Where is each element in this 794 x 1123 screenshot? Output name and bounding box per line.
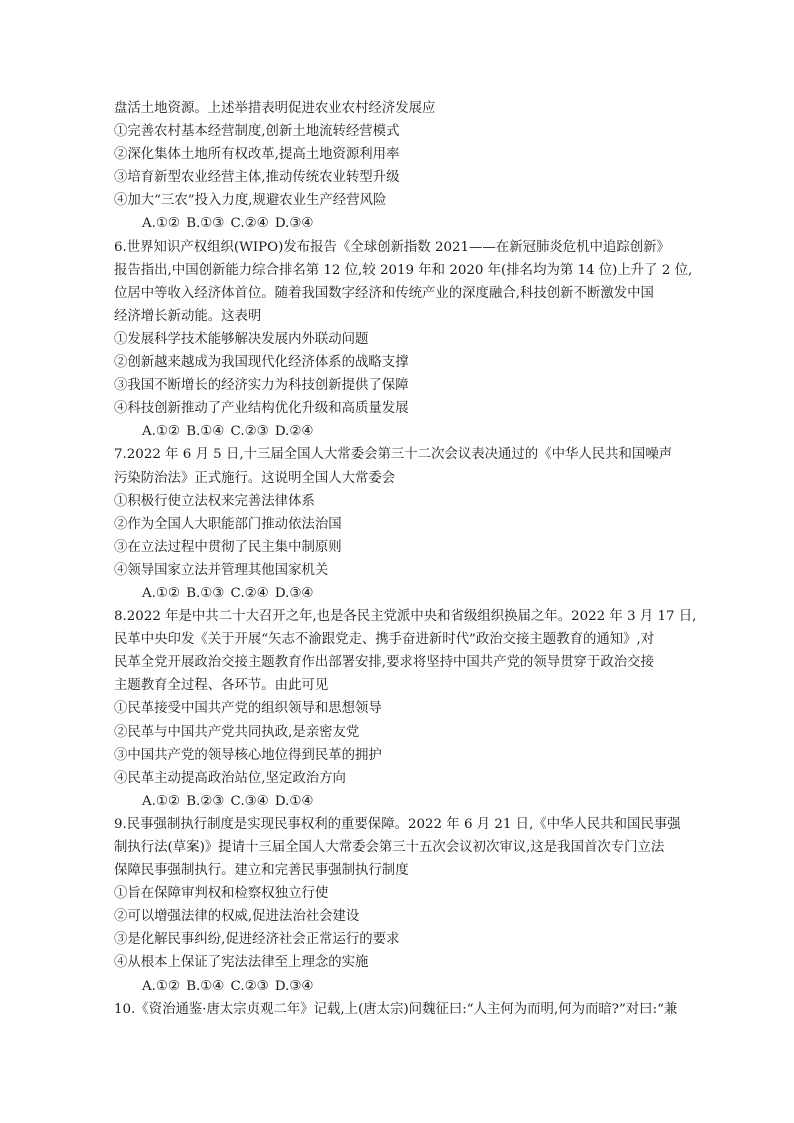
question-stem-line: 8.2022 年是中共二十大召开之年,也是各民主党派中央和省级组织换届之年。2022 年 3 月 17 日, xyxy=(114,609,697,625)
answer-choices: A.①② B.①③ C.②④ D.③④ xyxy=(142,585,314,601)
option-4: ④从根本上保证了宪法法律至上理念的实施 xyxy=(114,955,369,971)
question-stem-line: 民革中央印发《关于开展“矢志不渝跟党走、携手奋进新时代”政治交接主题教育的通知》,对 xyxy=(114,632,655,648)
question-stem-line: 7.2022 年 6 月 5 日,十三届全国人大常委会第三十二次会议表决通过的《中华人民共和国噪声 xyxy=(114,447,673,463)
question-stem-line: 10.《资治通鉴·唐太宗贞观二年》记载,上(唐太宗)问魏征曰:“人主何为而明,何为而暗?”对曰:“兼 xyxy=(114,1001,678,1017)
answer-choices: A.①② B.①④ C.②③ D.③④ xyxy=(142,978,314,994)
question-9 xyxy=(114,813,694,998)
question-stem-line: 报告指出,中国创新能力综合排名第 12 位,较 2019 年和 2020 年(排名均为第 14 位)上升了 2 位, xyxy=(114,262,693,278)
option-1: ①旨在保障审判权和检察权独立行使 xyxy=(114,886,329,902)
answer-choices: A.①② B.①④ C.②③ D.②④ xyxy=(142,424,314,440)
option-2: ②作为全国人大职能部门推动依法治国 xyxy=(114,516,342,532)
option-2: ②可以增强法律的权威,促进法治社会建设 xyxy=(114,909,360,925)
option-4: ④科技创新推动了产业结构优化升级和高质量发展 xyxy=(114,401,409,417)
option-3: ③中国共产党的领导核心地位得到民革的拥护 xyxy=(114,747,382,763)
option-1: ①积极行使立法权来完善法律体系 xyxy=(114,493,315,509)
question-stem-line: 经济增长新动能。这表明 xyxy=(114,308,262,324)
option-2: ②民革与中国共产党共同执政,是亲密友党 xyxy=(114,724,360,740)
question-5 xyxy=(114,97,694,236)
question-stem-line: 制执行法(草案)》提请十三届全国人大常委会第三十五次会议初次审议,这是我国首次专门立法 xyxy=(114,840,665,855)
exam-content xyxy=(114,97,697,1021)
question-stem-line: 6.世界知识产权组织(WIPO)发布报告《全球创新指数 2021——在新冠肺炎危机中追踪创新》 xyxy=(114,239,670,255)
option-1: ①民革接受中国共产党的组织领导和思想领导 xyxy=(114,701,382,717)
option-3: ③培育新型农业经营主体,推动传统农业转型升级 xyxy=(114,170,400,186)
question-stem-line: 主题教育全过程、各环节。由此可见 xyxy=(114,678,329,694)
option-3: ③是化解民事纠纷,促进经济社会正常运行的要求 xyxy=(114,932,400,948)
answer-choices: A.①② B.①③ C.②④ D.③④ xyxy=(142,216,314,232)
question-stem-line: 9.民事强制执行制度是实现民事权利的重要保障。2022 年 6 月 21 日,《中华人民共和国民事强 xyxy=(114,816,681,832)
question-8 xyxy=(114,605,697,813)
question-stem: 盘活土地资源。上述举措表明促进农业农村经济发展应 xyxy=(114,101,436,116)
option-4: ④加大“三农”投入力度,规避农业生产经营风险 xyxy=(114,193,387,209)
option-1: ①发展科学技术能够解决发展内外联动问题 xyxy=(114,331,369,347)
question-stem-line: 污染防治法》正式施行。这说明全国人大常委会 xyxy=(114,470,396,486)
option-2: ②创新越来越成为我国现代化经济体系的战略支撑 xyxy=(114,355,409,371)
question-7 xyxy=(114,443,694,605)
question-stem-line: 位居中等收入经济体首位。随着我国数字经济和传统产业的深度融合,科技创新不断激发中国 xyxy=(114,285,654,301)
question-6 xyxy=(114,236,694,444)
option-4: ④领导国家立法并管理其他国家机关 xyxy=(114,562,329,578)
option-2: ②深化集体土地所有权改革,提高土地资源利用率 xyxy=(114,147,400,163)
option-3: ③在立法过程中贯彻了民主集中制原则 xyxy=(114,539,342,555)
answer-choices: A.①② B.②③ C.③④ D.①④ xyxy=(142,793,314,809)
option-1: ①完善农村基本经营制度,创新土地流转经营模式 xyxy=(114,124,400,140)
question-stem-line: 保障民事强制执行。建立和完善民事强制执行制度 xyxy=(114,863,409,879)
option-4: ④民革主动提高政治站位,坚定政治方向 xyxy=(114,770,346,786)
option-3: ③我国不断增长的经济实力为科技创新提供了保障 xyxy=(114,378,409,394)
question-10 xyxy=(114,998,694,1021)
question-stem-line: 民革全党开展政治交接主题教育作出部署安排,要求将坚持中国共产党的领导贯穿于政治交接 xyxy=(114,655,654,671)
